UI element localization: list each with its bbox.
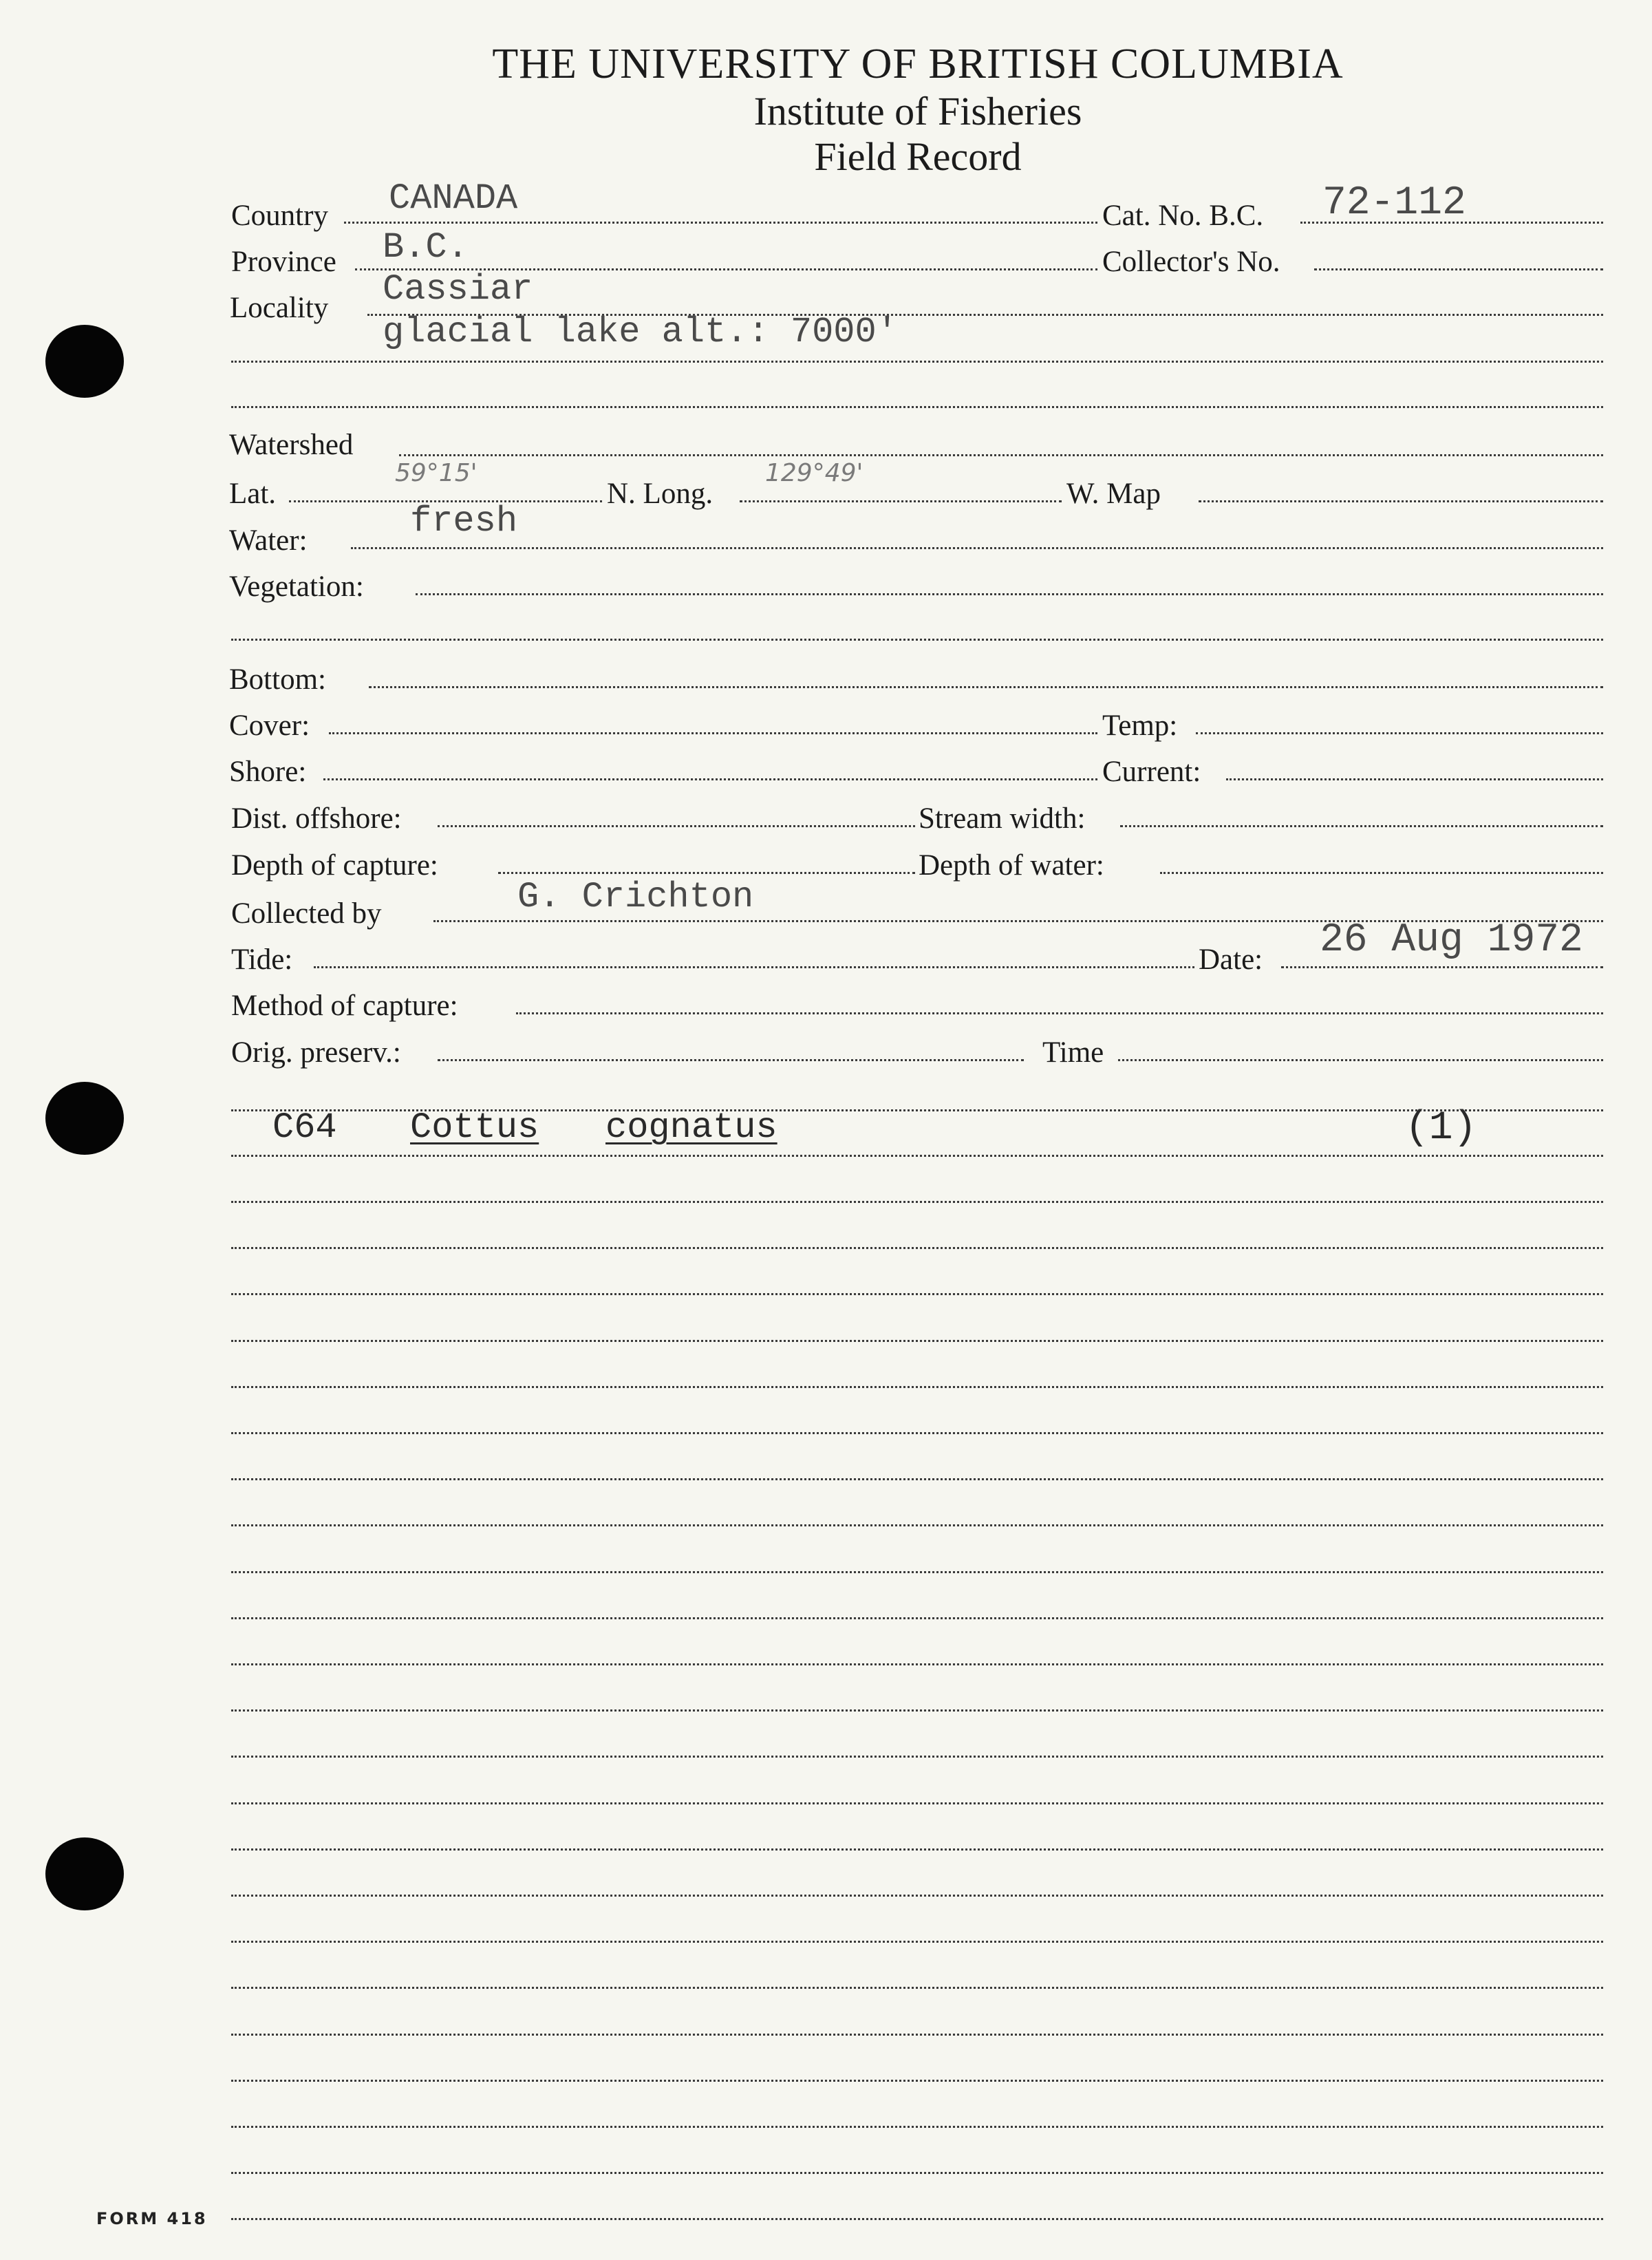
country-value: CANADA <box>389 178 518 219</box>
time-label: Time <box>1042 1036 1104 1069</box>
stream-width-line <box>1120 825 1603 827</box>
depth-water-label: Depth of water: <box>919 849 1104 882</box>
specimen-count: (1) <box>1405 1106 1477 1151</box>
ruled-line <box>231 1201 1603 1203</box>
cover-label: Cover: <box>229 710 310 742</box>
locality-line-3 <box>231 406 1603 408</box>
ruled-line <box>231 2126 1603 2128</box>
ruled-line <box>231 1802 1603 1804</box>
time-line <box>1118 1059 1603 1061</box>
ruled-line <box>231 2218 1603 2220</box>
ruled-line <box>231 1941 1603 1943</box>
bottom-line <box>369 686 1603 688</box>
locality-line-2 <box>231 361 1603 363</box>
method-label: Method of capture: <box>231 990 458 1022</box>
ruled-line <box>231 1987 1603 1989</box>
dist-offshore-line <box>438 825 915 827</box>
ruled-line <box>231 1571 1603 1573</box>
collectors-no-label: Collector's No. <box>1102 246 1280 278</box>
temp-label: Temp: <box>1102 710 1178 742</box>
lat-value: 59°15' <box>395 459 478 487</box>
bottom-label: Bottom: <box>229 663 326 696</box>
ruled-line <box>231 1756 1603 1758</box>
province-label: Province <box>231 246 336 278</box>
collectors-no-line <box>1314 268 1603 270</box>
locality-line2-value: glacial lake alt.: 7000' <box>383 312 898 352</box>
orig-preserv-line <box>438 1059 1024 1061</box>
current-label: Current: <box>1102 756 1201 788</box>
country-line <box>344 222 1097 224</box>
depth-water-line <box>1160 872 1603 874</box>
n-long-label: N. Long. <box>607 478 714 510</box>
water-label: Water: <box>229 524 308 557</box>
ruled-line <box>231 1386 1603 1388</box>
ruled-line <box>231 2172 1603 2174</box>
specimen-line-bottom <box>231 1155 1603 1157</box>
watershed-label: Watershed <box>229 429 354 461</box>
tide-line <box>314 966 1194 968</box>
form-number: FORM 418 <box>96 2209 208 2228</box>
water-line <box>351 547 1603 549</box>
locality-line1-value: Cassiar <box>383 269 533 310</box>
shore-label: Shore: <box>229 756 307 788</box>
watershed-line <box>399 454 1603 456</box>
map-line <box>1199 500 1603 502</box>
ruled-line <box>231 1709 1603 1712</box>
record-title: Field Record <box>814 134 1022 179</box>
vegetation-line-2 <box>231 639 1603 641</box>
orig-preserv-label: Orig. preserv.: <box>231 1036 401 1069</box>
tide-label: Tide: <box>231 944 293 976</box>
depth-capture-line <box>498 872 915 874</box>
shore-line <box>323 778 1097 780</box>
ruled-line <box>231 1247 1603 1249</box>
method-line <box>516 1012 1603 1014</box>
ruled-line <box>231 1340 1603 1342</box>
collected-by-value: G. Crichton <box>517 877 754 917</box>
vegetation-label: Vegetation: <box>229 571 364 603</box>
w-map-label: W. Map <box>1066 478 1161 510</box>
collected-by-label: Collected by <box>231 897 382 930</box>
cover-line <box>329 732 1097 734</box>
institute-title: Institute of Fisheries <box>753 89 1082 134</box>
ruled-line <box>231 1617 1603 1619</box>
ruled-line <box>231 2080 1603 2082</box>
depth-capture-label: Depth of capture: <box>231 849 438 882</box>
dist-offshore-label: Dist. offshore: <box>231 802 402 835</box>
ruled-line <box>231 2034 1603 2036</box>
cat-no-label: Cat. No. B.C. <box>1102 200 1264 232</box>
ruled-line <box>231 1848 1603 1851</box>
university-title: THE UNIVERSITY OF BRITISH COLUMBIA <box>492 41 1344 87</box>
ruled-line <box>231 1478 1603 1480</box>
locality-label: Locality <box>230 292 329 324</box>
punch-hole <box>45 1082 124 1155</box>
long-value: 129°49' <box>765 459 863 487</box>
current-line <box>1226 778 1603 780</box>
stream-width-label: Stream width: <box>919 802 1086 835</box>
specimen-species: cognatus <box>605 1107 777 1148</box>
specimen-row <box>231 1106 1603 1151</box>
punch-hole <box>45 325 124 398</box>
lat-label: Lat. <box>229 478 277 510</box>
cat-no-value: 72-112 <box>1322 181 1466 226</box>
province-value: B.C. <box>383 227 469 268</box>
long-line <box>740 500 1062 502</box>
specimen-code: C64 <box>272 1107 337 1148</box>
ruled-line <box>231 1293 1603 1295</box>
date-label: Date: <box>1199 944 1263 976</box>
ruled-line <box>231 1432 1603 1434</box>
ruled-line <box>231 1663 1603 1665</box>
temp-line <box>1196 732 1603 734</box>
specimen-genus: Cottus <box>410 1107 539 1148</box>
ruled-line <box>231 1524 1603 1526</box>
country-label: Country <box>231 200 328 232</box>
date-value: 26 Aug 1972 <box>1320 918 1583 963</box>
vegetation-line <box>416 593 1603 595</box>
ruled-line <box>231 1895 1603 1897</box>
date-line <box>1281 966 1603 968</box>
punch-hole <box>45 1837 124 1910</box>
water-value: fresh <box>410 501 518 542</box>
